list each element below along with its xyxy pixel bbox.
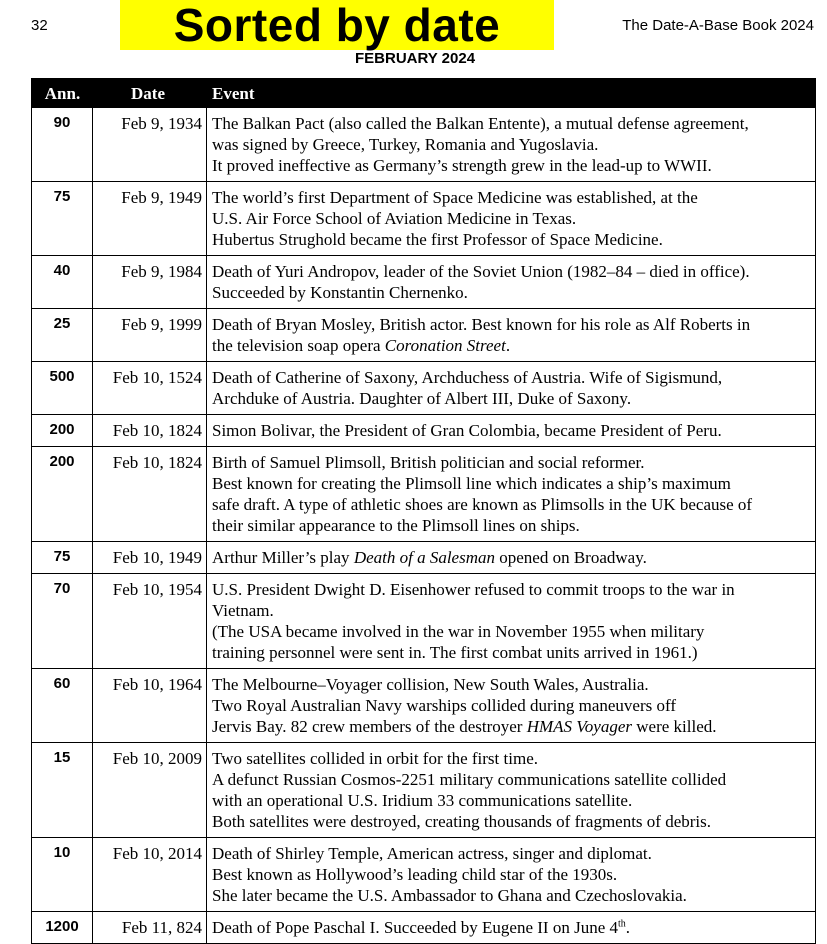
event-line-end: opened on Broadway.	[495, 548, 647, 567]
table-row	[32, 743, 815, 838]
event-line: Jervis Bay. 82 crew members of the destroyer	[212, 717, 527, 736]
event-line: their similar appearance to the Plimsoll lines on ships.	[212, 516, 580, 535]
anniversary-cell: 500	[32, 362, 93, 414]
date-cell: Feb 11, 824	[93, 912, 207, 943]
event-line: was signed by Greece, Turkey, Romania and Yugoslavia.	[212, 135, 599, 154]
event-line: (The USA became involved in the war in November 1955 when military	[212, 622, 705, 641]
event-line: Archduke of Austria. Daughter of Albert III, Duke of Saxony.	[212, 389, 632, 408]
event-line: Two satellites collided in orbit for the first time.	[212, 749, 538, 768]
table-row	[32, 669, 815, 743]
event-cell	[207, 415, 815, 446]
anniversary-cell: 10	[32, 838, 93, 911]
event-line: It proved ineffective as Germany’s strength grew in the lead-up to WWII.	[212, 156, 712, 175]
anniversary-cell: 25	[32, 309, 93, 361]
date-cell: Feb 10, 2014	[93, 838, 207, 911]
table-row	[32, 447, 815, 542]
event-line: The Melbourne–Voyager collision, New South Wales, Australia.	[212, 675, 649, 694]
event-line-end: .	[505, 336, 511, 355]
column-header-event: Event	[212, 84, 255, 103]
event-line: The Balkan Pact (also called the Balkan Entente), a mutual defense agreement,	[212, 114, 749, 133]
event-line: Hubertus Strughold became the first Professor of Space Medicine.	[212, 230, 663, 249]
table-row	[32, 108, 815, 182]
event-line: Death of Yuri Andropov, leader of the Soviet Union (1982–84 – died in office).	[212, 262, 750, 281]
event-cell	[207, 838, 815, 911]
anniversary-cell: 90	[32, 108, 93, 181]
event-cell	[207, 182, 815, 255]
event-line: Death of Catherine of Saxony, Archduchess of Austria. Wife of Sigismund,	[212, 368, 723, 387]
event-cell	[207, 669, 815, 742]
table-row	[32, 838, 815, 912]
table-header	[32, 79, 815, 108]
anniversary-cell: 200	[32, 447, 93, 541]
page-number: 32	[31, 17, 48, 34]
date-cell: Feb 10, 1954	[93, 574, 207, 668]
anniversary-cell: 1200	[32, 912, 93, 943]
table-body	[32, 108, 815, 944]
anniversary-cell: 40	[32, 256, 93, 308]
date-cell: Feb 10, 1524	[93, 362, 207, 414]
table-row	[32, 574, 815, 669]
table-row	[32, 256, 815, 309]
event-line: A defunct Russian Cosmos-2251 military communications satellite collided	[212, 770, 727, 789]
date-cell: Feb 9, 1934	[93, 108, 207, 181]
event-line-end: .	[625, 918, 631, 937]
event-cell	[207, 309, 815, 361]
date-cell: Feb 9, 1984	[93, 256, 207, 308]
event-line: the television soap opera	[212, 336, 385, 355]
event-line: She later became the U.S. Ambassador to Ghana and Czechoslovakia.	[212, 886, 687, 905]
event-cell	[207, 912, 815, 943]
event-title-italic: HMAS Voyager	[526, 717, 632, 736]
event-line: Death of Pope Paschal I. Succeeded by Eugene II on June 4	[212, 918, 618, 937]
table-row	[32, 415, 815, 447]
event-line: Succeeded by Konstantin Chernenko.	[212, 283, 468, 302]
anniversary-cell: 75	[32, 182, 93, 255]
event-title-italic: Coronation Street	[384, 336, 506, 355]
event-cell	[207, 256, 815, 308]
events-table	[31, 78, 816, 944]
event-cell	[207, 362, 815, 414]
event-cell	[207, 574, 815, 668]
event-line: Death of Shirley Temple, American actress, singer and diplomat.	[212, 844, 652, 863]
event-line: with an operational U.S. Iridium 33 communications satellite.	[212, 791, 633, 810]
date-cell: Feb 10, 1824	[93, 415, 207, 446]
event-line: Birth of Samuel Plimsoll, British politician and social reformer.	[212, 453, 645, 472]
event-line: Vietnam.	[212, 601, 274, 620]
event-line: Simon Bolivar, the President of Gran Colombia, became President of Peru.	[212, 421, 722, 440]
date-cell: Feb 10, 1964	[93, 669, 207, 742]
column-header-date: Date	[131, 84, 165, 103]
event-cell	[207, 542, 815, 573]
ordinal-suffix: th	[617, 918, 626, 930]
table-row	[32, 362, 815, 415]
event-line: safe draft. A type of athletic shoes are known as Plimsolls in the UK because of	[212, 495, 753, 514]
date-cell: Feb 10, 1824	[93, 447, 207, 541]
table-row	[32, 182, 815, 256]
anniversary-cell: 60	[32, 669, 93, 742]
event-cell	[207, 447, 815, 541]
anniversary-cell: 15	[32, 743, 93, 837]
event-line: Death of Bryan Mosley, British actor. Best known for his role as Alf Roberts in	[212, 315, 751, 334]
event-line: training personnel were sent in. The first combat units arrived in 1961.)	[212, 643, 698, 662]
event-line: Best known for creating the Plimsoll line which indicates a ship’s maximum	[212, 474, 731, 493]
column-header-ann: Ann.	[44, 84, 81, 103]
event-cell	[207, 108, 815, 181]
event-line: Both satellites were destroyed, creating thousands of fragments of debris.	[212, 812, 712, 831]
event-title-italic: Death of a Salesman	[353, 548, 495, 567]
anniversary-cell: 200	[32, 415, 93, 446]
anniversary-cell: 75	[32, 542, 93, 573]
event-line: The world’s first Department of Space Medicine was established, at the	[212, 188, 698, 207]
event-line: U.S. Air Force School of Aviation Medicine in Texas.	[212, 209, 577, 228]
event-line: Two Royal Australian Navy warships collided during maneuvers off	[212, 696, 677, 715]
date-cell: Feb 10, 2009	[93, 743, 207, 837]
table-row	[32, 542, 815, 574]
date-cell: Feb 10, 1949	[93, 542, 207, 573]
book-title: The Date-A-Base Book 2024	[622, 17, 814, 34]
table-row	[32, 912, 815, 944]
date-cell: Feb 9, 1999	[93, 309, 207, 361]
event-cell	[207, 743, 815, 837]
month-heading: FEBRUARY 2024	[355, 50, 476, 67]
banner-title: Sorted by date	[120, 0, 554, 50]
event-line-end: were killed.	[632, 717, 717, 736]
table-row	[32, 309, 815, 362]
event-line: Arthur Miller’s play	[212, 548, 354, 567]
event-line: Best known as Hollywood’s leading child star of the 1930s.	[212, 865, 618, 884]
event-line: U.S. President Dwight D. Eisenhower refused to commit troops to the war in	[212, 580, 735, 599]
anniversary-cell: 70	[32, 574, 93, 668]
date-cell: Feb 9, 1949	[93, 182, 207, 255]
